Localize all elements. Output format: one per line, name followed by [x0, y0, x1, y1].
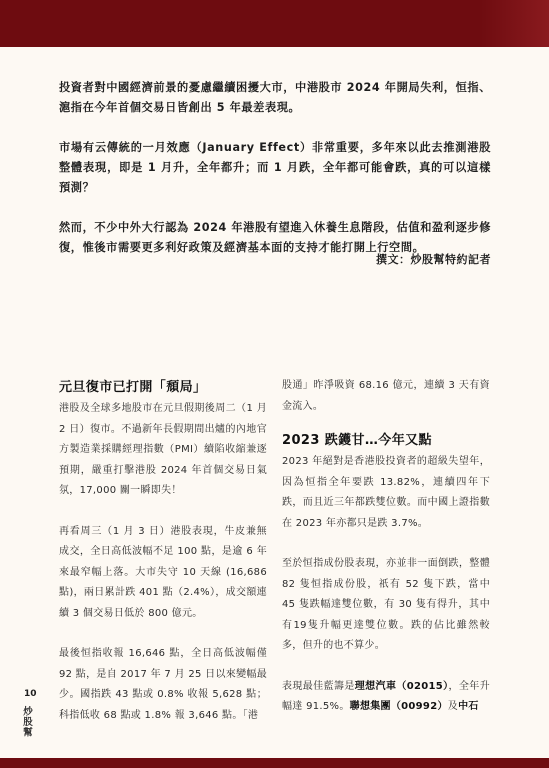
article-paragraph: 2023 年絕對是香港股投資者的超級失望年，因為恒指全年要跌 13.82%，連續四年下跌，而且近三年都跌雙位數。而中國上證指數在 2023 年亦都只是跌 3.7%。 — [282, 456, 490, 529]
article-left-column — [59, 378, 267, 746]
article-paragraph: 港股及全球多地股市在元旦假期後周二（1 月 2 日）復市。不過新年長假期間出爐的內地官方製造業採購經理指數（PMI）續陷收縮兼逐預期，嚴重打擊港股 2024 年首個交易日氣氛，17,000 關一瞬即失！ — [59, 403, 267, 496]
stock-name-sinopec: 中石 — [458, 701, 479, 712]
article-paragraph: 至於恒指成份股表現，亦並非一面倒跌，整體 82 隻恒指成份股，祇有 52 隻下跌，當中 45 隻跌幅達雙位數，有 30 隻有得升，其中有19隻升幅更達雙位數。跌的佔比雖然較多，但升的也不算少。 — [282, 558, 490, 651]
magazine-name: 炒股幫 — [21, 706, 32, 738]
text-run: 表現最佳藍籌是 — [282, 680, 355, 692]
intro-paragraph-3: 然而，不少中外大行認為 2024 年港股有望進入休養生息階段，估值和盈利逐步修復，惟後市需要更多利好政策及經濟基本面的支持才能打開上行空間。 — [59, 221, 491, 254]
article-paragraph: 股通」昨淨吸資 68.16 億元，連續 3 天有資金流入。 — [282, 380, 490, 412]
intro-paragraph-2: 市場有云傳統的一月效應（January Effect）非常重要，多年來以此去推測港股整體表現，即是 1 月升，全年都升；而 1 月跌，全年都可能會跌，真的可以這樣預測？ — [59, 141, 491, 194]
header-band — [0, 0, 549, 47]
article-paragraph: 再看周三（1 月 3 日）港股表現，牛皮兼無成交，全日高低波幅不足 100 點，是逾 6 年來最窄幅上落。大市失守 10 天線 (16,686 點)，兩日累計跌 401 點（2.4%），成交額連續 3 個交易日低於 800 億元。 — [59, 525, 267, 619]
text-run: 及 — [447, 701, 459, 712]
article-paragraph — [282, 677, 490, 718]
page-number: 10 — [24, 689, 37, 699]
section-heading-new-year: 元旦復市已打開「頹局」 — [59, 380, 207, 395]
stock-name-lenovo: 聯想集團（00992） — [349, 701, 448, 712]
intro-section — [59, 78, 491, 278]
article-paragraph: 最後恒指收報 16,646 點，全日高低波幅僅 92 點，是自 2017 年 7 月 25 日以來變幅最少。國指跌 43 點或 0.8% 收報 5,628 點；科指低收 68 點或 1.8% 報 3,646 點。「港 — [59, 648, 267, 721]
byline: 撰文：炒股幫特約記者 — [376, 253, 491, 266]
footer-band — [0, 758, 549, 768]
article-right-column — [282, 376, 490, 738]
intro-paragraph-1: 投資者對中國經濟前景的憂慮繼續困擾大市，中港股市 2024 年開局失利，恒指、滬指在今年首個交易日皆創出 5 年最差表現。 — [59, 81, 491, 114]
text-run: ，全年升幅達 91.5%。 — [282, 680, 490, 712]
section-heading-2023: 2023 跌鑊甘…今年又點 — [282, 433, 432, 448]
stock-name-li-auto: 理想汽車（02015） — [354, 680, 449, 692]
